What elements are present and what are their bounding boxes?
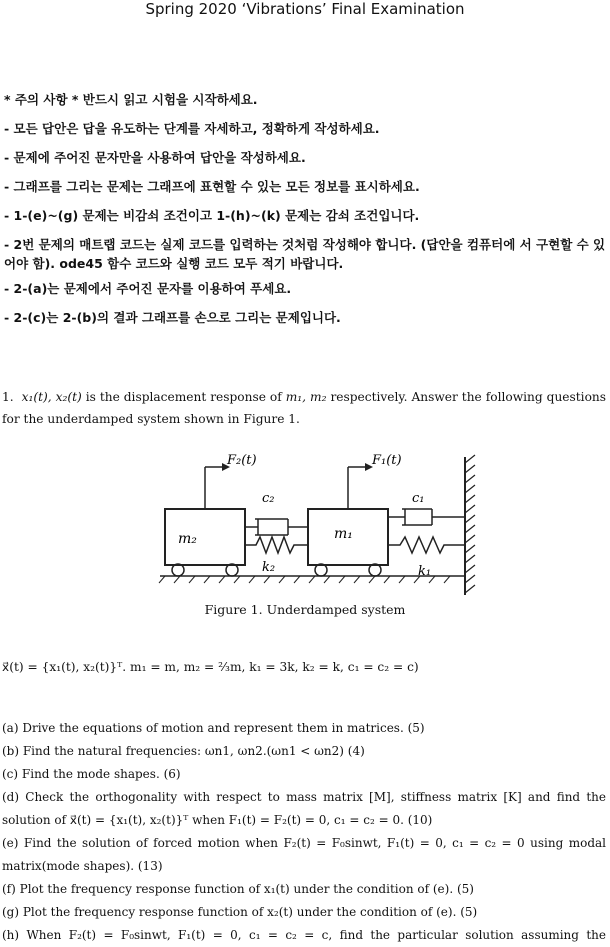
note-1: - 모든 답안은 답을 유도하는 단계를 자세하고, 정확하게 작성하세요.: [4, 121, 380, 136]
spring-k1: [388, 537, 465, 553]
note-7: - 2-(c)는 2-(b)의 결과 그래프를 손으로 그리는 문제입니다.: [4, 310, 341, 325]
part-d-line1: (d) Check the orthogonality with respect to mass matrix [M], stiffness matrix [K] and find the: [2, 790, 606, 804]
ground-hatch: [159, 576, 450, 583]
figure-caption: Figure 1. Underdamped system: [204, 602, 406, 617]
part-g: (g) Plot the frequency response function of x₂(t) under the condition of (e). (5): [2, 905, 478, 919]
mass-m2-box: [165, 509, 245, 565]
part-h: (h) When F₂(t) = F₀sinwt, F₁(t) = 0, c₁ = c₂ = c, find the particular solution assuming the: [2, 928, 606, 942]
label-k1: k₁: [418, 564, 432, 579]
label-f1: F₁(t): [372, 453, 402, 468]
part-f: (f) Plot the frequency response function of x₁(t) under the condition of (e). (5): [2, 882, 474, 896]
note-5: - 2번 문제의 매트랩 코드는 실제 코드를 입력하는 것처럼 작성해야 합니다. (답안을 컴퓨터에 서 구현할 수 있어야 함). ode45 함수 코드와 실행 코드 모두 적기 바랍니다.: [4, 237, 606, 271]
note-0: * 주의 사항 * 반드시 읽고 시험을 시작하세요.: [4, 92, 258, 107]
spring-k2: [245, 537, 308, 553]
exam-title: Spring 2020 ‘Vibrations’ Final Examination: [145, 0, 465, 18]
part-e-line1: (e) Find the solution of forced motion when F₂(t) = F₀sinwt, F₁(t) = 0, c₁ = c₂ = 0 using modal: [2, 836, 606, 850]
question-parts: [2, 717, 606, 947]
note-3: - 그래프를 그리는 문제는 그래프에 표현할 수 있는 모든 정보를 표시하세요.: [4, 179, 420, 194]
label-m1: m₁: [334, 526, 353, 542]
wall-hatch: [465, 455, 475, 593]
damper-c2: [245, 519, 308, 535]
note-4: - 1-(e)~(g) 문제는 비감쇠 조건이고 1-(h)~(k) 문제는 감쇠 조건입니다.: [4, 208, 420, 223]
part-c: (c) Find the mode shapes. (6): [2, 767, 181, 781]
vector-definition: x⃗(t) = {x₁(t), x₂(t)}ᵀ. m₁ = m, m₂ = ⅔m, k₁ = 3k, k₂ = k, c₁ = c₂ = c): [2, 660, 419, 674]
part-b: (b) Find the natural frequencies: ωn1, ωn2.(ωn1 < ωn2) (4): [2, 744, 365, 758]
question-text-b: respectively. Answer the following questions for the underdamped system shown in Figure 1.: [2, 390, 607, 426]
label-k2: k₂: [262, 560, 276, 575]
figure-1-diagram: [0, 445, 610, 605]
label-c2: c₂: [262, 491, 275, 506]
label-c1: c₁: [412, 491, 425, 506]
mass-vars: m₁, m₂: [285, 390, 327, 404]
question-1: [2, 386, 606, 430]
part-e-line2: matrix(mode shapes). (13): [2, 859, 163, 873]
damper-c1: [388, 509, 465, 525]
question-text-a: is the displacement response of: [85, 390, 282, 404]
part-a: (a) Drive the equations of motion and represent them in matrices. (5): [2, 721, 425, 735]
part-d-line2: solution of x⃗(t) = {x₁(t), x₂(t)}ᵀ when F₁(t) = F₂(t) = 0, c₁ = c₂ = 0. (10): [2, 813, 433, 827]
question-number: 1.: [2, 390, 14, 404]
label-m2: m₂: [178, 531, 197, 547]
note-6: - 2-(a)는 문제에서 주어진 문자를 이용하여 푸세요.: [4, 281, 292, 296]
note-2: - 문제에 주어진 문자만을 사용하여 답안을 작성하세요.: [4, 150, 306, 165]
displacement-vars: x₁(t), x₂(t): [21, 390, 82, 404]
label-f2: F₂(t): [227, 453, 257, 468]
